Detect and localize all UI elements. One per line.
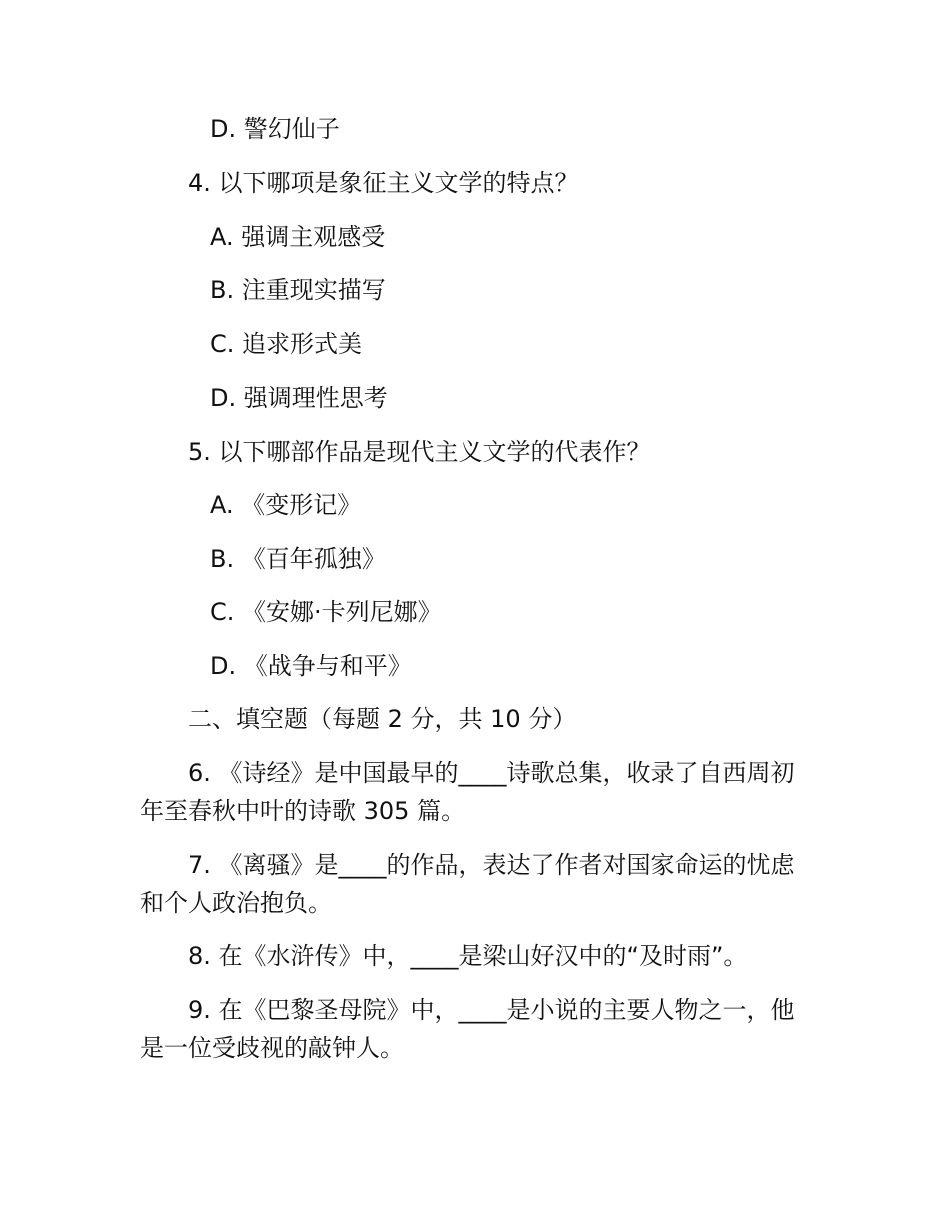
q5-question: 5. 以下哪部作品是现代主义文学的代表作？ — [188, 438, 651, 466]
q5-option-a: A. 《变形记》 — [210, 491, 362, 519]
q6-line2: 年至春秋中叶的诗歌 305 篇。 — [140, 797, 466, 825]
section2-title: 二、填空题（每题 2 分，共 10 分） — [188, 705, 577, 733]
q7-line1: 7. 《离骚》是____的作品，表达了作者对国家命运的忧虑 — [188, 851, 795, 879]
q4-option-a: A. 强调主观感受 — [210, 223, 386, 251]
q5-option-c: C. 《安娜·卡列尼娜》 — [210, 598, 442, 626]
q8-line1: 8. 在《水浒传》中，____是梁山好汉中的“及时雨”。 — [188, 942, 748, 970]
q4-question: 4. 以下哪项是象征主义文学的特点？ — [188, 169, 579, 197]
q4-option-c: C. 追求形式美 — [210, 330, 363, 358]
q6-line1: 6. 《诗经》是中国最早的____诗歌总集，收录了自西周初 — [188, 759, 795, 787]
q5-option-d: D. 《战争与和平》 — [210, 652, 412, 680]
q9-line2: 是一位受歧视的敲钟人。 — [140, 1034, 404, 1062]
q7-line2: 和个人政治抱负。 — [140, 889, 332, 917]
q5-option-b: B. 《百年孤独》 — [210, 545, 386, 573]
q4-option-d: D. 强调理性思考 — [210, 384, 388, 412]
q3-option-d: D. 警幻仙子 — [210, 115, 340, 143]
q4-option-b: B. 注重现实描写 — [210, 276, 386, 304]
q9-line1: 9. 在《巴黎圣母院》中，____是小说的主要人物之一，他 — [188, 996, 795, 1024]
